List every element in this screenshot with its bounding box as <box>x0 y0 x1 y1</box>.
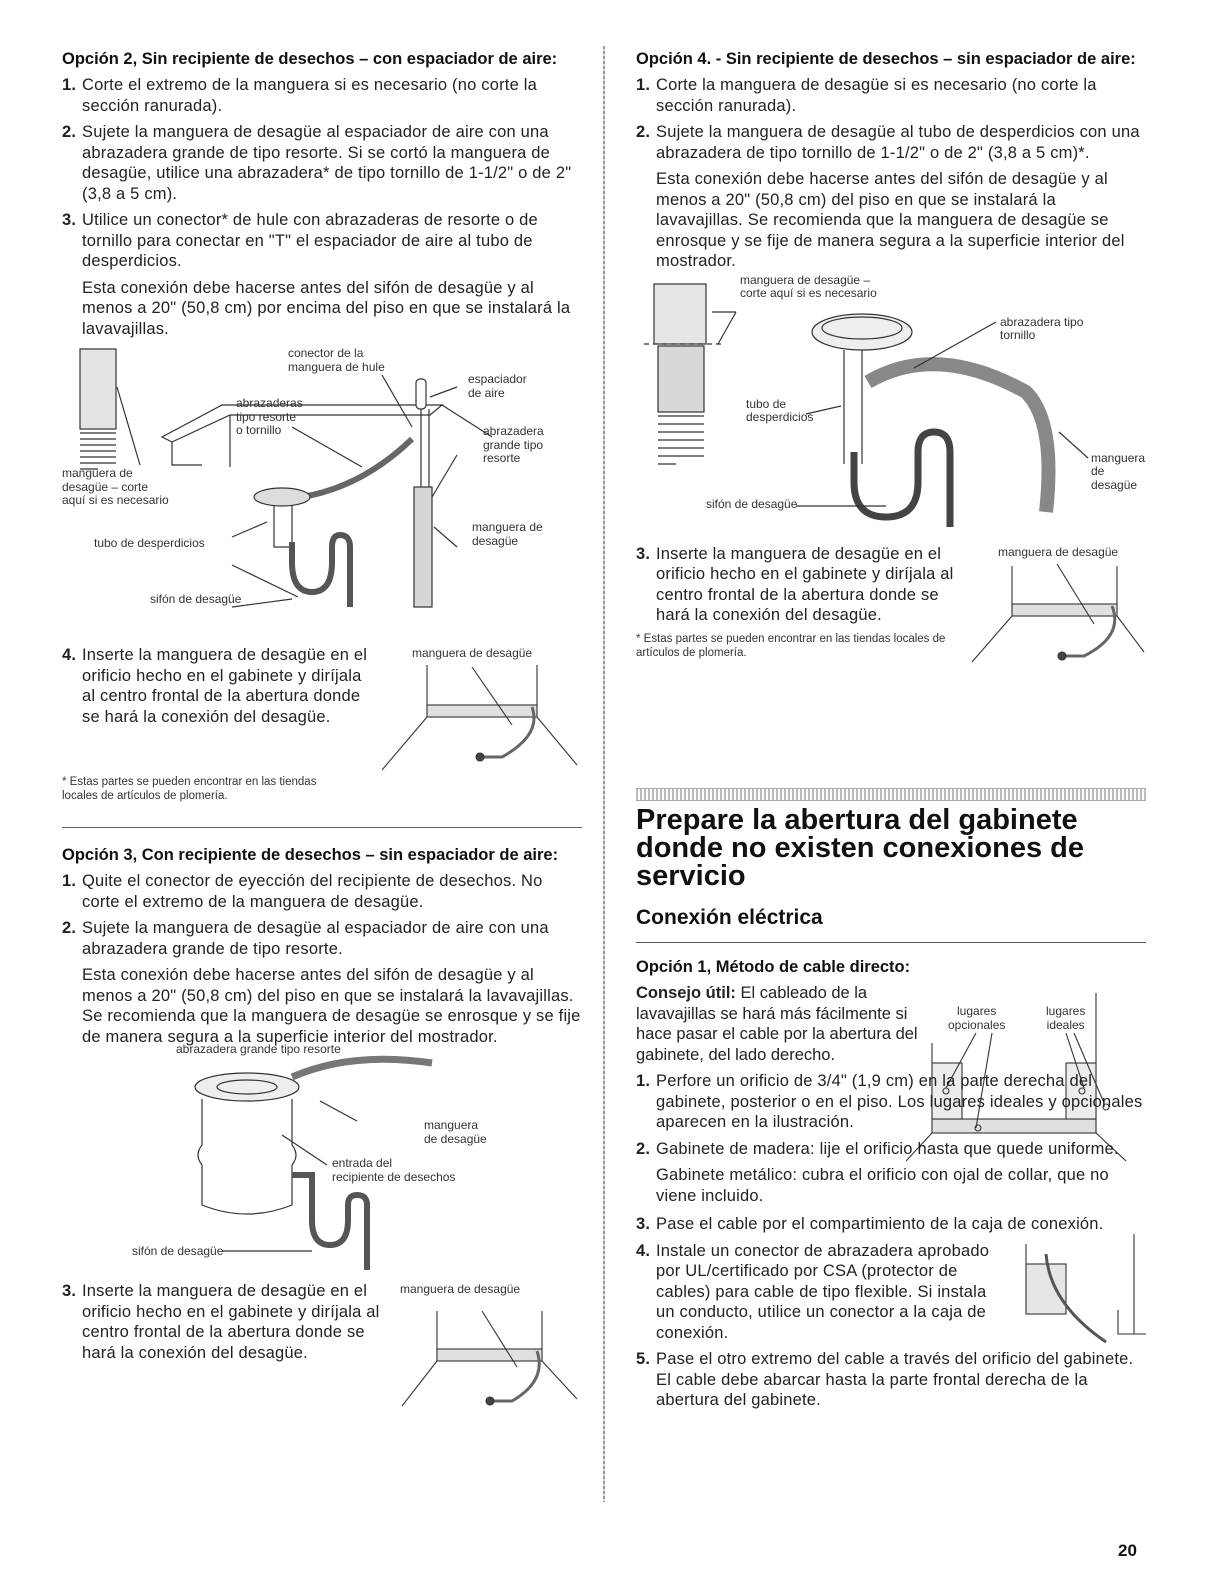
cable-connector-drawing <box>1006 1234 1146 1354</box>
air-gap-diagram <box>62 347 582 625</box>
column-separator <box>603 46 605 1502</box>
left-column <box>62 50 582 1411</box>
fig-label-abrazadera: abrazadera tipo tornillo <box>1000 314 1084 342</box>
list-item: 3. Utilice un conector* de hule con abrazaderas de resorte o de tornillo para conectar en "T" el espaciador de aire al tubo de desperdicios. <box>62 211 538 270</box>
tip-label: Consejo útil: <box>636 984 736 1002</box>
fig-label-manguera-corte: manguera de desagüe – corte aquí si es necesario <box>740 272 877 300</box>
fig-label-opcionales: lugares opcionales <box>948 1004 1006 1032</box>
option-1-steps <box>636 1071 1146 1159</box>
option-1-block <box>636 958 1146 1417</box>
disposer-drawing <box>62 1055 582 1275</box>
list-item: 2. Gabinete de madera: lije el orificio hasta que quede uniforme. <box>636 1139 1119 1158</box>
option-4-step3 <box>636 544 966 626</box>
subsection-rule <box>636 942 1146 943</box>
list-item: 4. Inserte la manguera de desagüe en el orificio hecho en el gabinete y diríjala al centro frontal de la abertura donde se hará la conexión del desagüe. <box>62 646 368 726</box>
option-4-footnote: * Estas partes se pueden encontrar en las tiendas locales de artículos de plomería. <box>636 632 946 659</box>
list-item: 1. Corte la manguera de desagüe si es necesario (no corte la sección ranurada). <box>636 76 1097 115</box>
disposer-diagram <box>62 1042 582 1275</box>
helpful-tip <box>636 983 926 1065</box>
list-item: 3. Inserte la manguera de desagüe en el orificio hecho en el gabinete y diríjala al centro frontal de la abertura donde se hará la conexión del desagüe. <box>62 1282 380 1362</box>
option-1-note: Gabinete metálico: cubra el orificio con ojal de collar, que no viene incluido. <box>656 1166 1109 1205</box>
fig-label-abrazadera-grande: abrazadera grande tipo resorte <box>483 424 544 465</box>
fig-label-manguera: manguera de desagüe <box>424 1118 487 1146</box>
option-2-step4 <box>62 645 372 727</box>
fig-label-manguera-step3: manguera de desagüe <box>998 544 1119 559</box>
list-item: 2. Sujete la manguera de desagüe al espaciador de aire con una abrazadera grande de tipo resorte. Si se cortó la manguera de desagüe, utilice una abrazadera* de tipo tornillo de 1-1/2" o de 2" (3,8 a 5 cm). <box>62 123 572 203</box>
section-title: Prepare la abertura del gabinete donde no existen conexiones de servicio <box>636 804 1084 892</box>
fig-label-manguera-step3: manguera de desagüe <box>400 1282 521 1296</box>
hose-routing-diagram <box>382 645 582 775</box>
list-item: 2. Sujete la manguera de desagüe al espaciador de aire con una abrazadera grande de tipo resorte. <box>62 919 549 958</box>
subsection-title: Conexión eléctrica <box>636 906 823 929</box>
list-item: 5. Pase el otro extremo del cable a través del orificio del gabinete. El cable debe abarcar hasta la parte frontal derecha de la abertura del gabinete. <box>636 1350 1134 1409</box>
option-2-step4-block <box>62 645 582 775</box>
hose-routing-drawing <box>972 544 1146 684</box>
fig-label-entrada: entrada del recipiente de desechos <box>332 1156 456 1184</box>
cable-connector-diagram <box>1006 1234 1146 1354</box>
list-item: 3. Inserte la manguera de desagüe en el orificio hecho en el gabinete y diríjala al centro frontal de la abertura donde se hará la conexión del desagüe. <box>636 544 954 624</box>
list-item: 3. Pase el cable por el compartimiento de la caja de conexión. <box>636 1215 1104 1233</box>
fig-label-abrazaderas: abrazaderas tipo resorte o tornillo <box>236 396 303 437</box>
option-1-steps2-area <box>636 1214 1146 1411</box>
hose-routing-drawing <box>382 645 582 775</box>
option-2-steps <box>62 75 582 272</box>
fig-label-tubo: tubo de desperdicios <box>746 396 814 424</box>
fig-label-manguera: manguera de desagüe <box>1091 450 1146 492</box>
option-3-step3-block <box>62 1281 582 1411</box>
waste-tube-diagram <box>636 272 1146 544</box>
option-2-heading: Opción 2, Sin recipiente de desechos – con espaciador de aire: <box>62 50 558 68</box>
option-1-tip-area <box>636 983 1146 1411</box>
option-4-steps <box>636 75 1144 163</box>
option-3-step3 <box>62 1281 382 1363</box>
option-4-step3-block <box>636 544 1144 694</box>
fig-label-sifon: sifón de desagüe <box>150 592 242 606</box>
section-divider <box>62 827 582 828</box>
tip-text: El cableado de la lavavajillas se hará más fácilmente si hace pasar el cable por la abertura del gabinete, del lado derecho. <box>636 984 918 1064</box>
fig-label-manguera-corte: manguera de desagüe – corte aquí si es necesario <box>62 466 169 507</box>
option-4-heading: Opción 4. - Sin recipiente de desechos – sin espaciador de aire: <box>636 50 1136 68</box>
option-3-steps <box>62 871 582 959</box>
option-2-footnote: * Estas partes se pueden encontrar en las tiendas locales de artículos de plomería. <box>62 776 317 802</box>
page-number: 20 <box>1118 1541 1137 1560</box>
option-2-note: Esta conexión debe hacerse antes del sifón de desagüe y al menos a 20" (50,8 cm) por encima del piso en que se instalará la lavavajillas. <box>82 278 571 338</box>
option-3-note: Esta conexión debe hacerse antes del sifón de desagüe y al menos a 20" (50,8 cm) del piso en que se instalará la lavavajillas. Se recomienda que la manguera de desagüe se enrosque y se fije de manera segura a la superficie interior del mostrador. <box>82 966 581 1046</box>
list-item: 4. Instale un conector de abrazadera aprobado por UL/certificado por CSA (protector de cables) para cable de tipo flexible. Si instala un conducto, utilice un conector a la caja de conexión. <box>636 1241 990 1342</box>
list-item: 1. Corte el extremo de la manguera si es necesario (no corte la sección ranurada). <box>62 76 537 115</box>
fig-label-tubo: tubo de desperdicios <box>94 536 205 550</box>
section-hatch-band <box>636 788 1146 801</box>
list-item: 1. Perfore un orificio de 3/4" (1,9 cm) en la parte derecha del gabinete, posterior o en el piso. Los lugares ideales y opcionales aparecen en la ilustración. <box>636 1072 1143 1131</box>
hose-routing-drawing <box>392 1281 582 1411</box>
list-item: 2. Sujete la manguera de desagüe al tubo de desperdicios con una abrazadera de tipo tornillo de 1-1/2" o de 2" (3,8 a 5 cm)*. <box>636 123 1140 162</box>
option-1-heading: Opción 1, Método de cable directo: <box>636 958 911 976</box>
list-item: 1. Quite el conector de eyección del recipiente de desechos. No corte el extremo de la manguera de desagüe. <box>62 872 543 911</box>
fig-label-sifon: sifón de desagüe <box>706 496 798 511</box>
fig-label-manguera: manguera de desagüe <box>472 520 543 548</box>
fig-label-ideales: lugares ideales <box>1046 1004 1086 1032</box>
fig-label-espaciador: espaciador de aire <box>468 372 527 400</box>
fig-label-sifon: sifón de desagüe <box>132 1244 224 1258</box>
hose-routing-diagram <box>392 1281 582 1411</box>
option-4-note: Esta conexión debe hacerse antes del sifón de desagüe y al menos a 20" (50,8 cm) del piso en que se instalará la lavavajillas. Se recomienda que la manguera de desagüe se enrosque y se fije de manera segura a la superficie interior del mostrador. <box>656 170 1125 270</box>
fig-label-manguera-step4: manguera de desagüe <box>412 646 533 660</box>
option-3-heading: Opción 3, Con recipiente de desechos – sin espaciador de aire: <box>62 846 559 864</box>
fig-label-conector: conector de la manguera de hule <box>288 346 385 374</box>
hose-routing-diagram <box>972 544 1146 684</box>
right-column <box>636 50 1144 694</box>
fig-label-abrazadera-grande: abrazadera grande tipo resorte <box>176 1042 341 1056</box>
